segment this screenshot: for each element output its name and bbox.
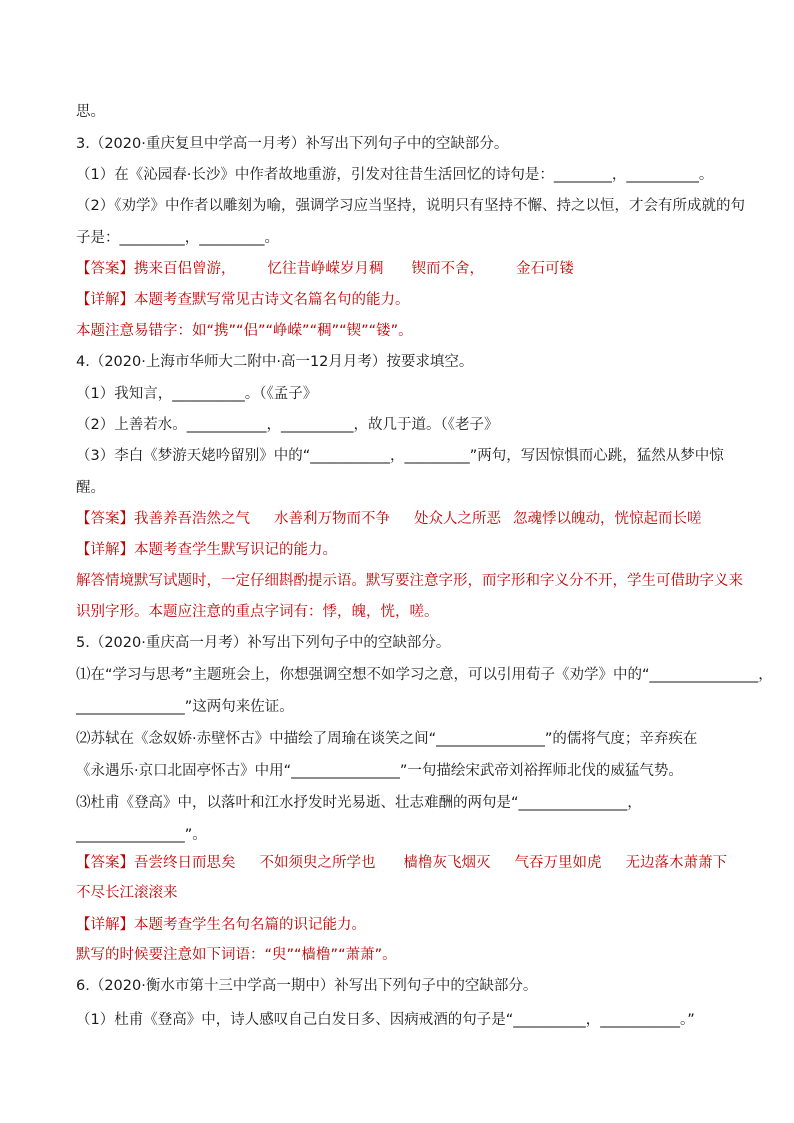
question-4-3-cont: 醒。 — [76, 480, 105, 496]
answer-item: 处众人之所恶 — [414, 511, 501, 527]
detail-note: 本题注意易错字：如“携”“侣”“峥嵘”“稠”“锲”“镂”。 — [76, 323, 413, 339]
answer-item: 忽魂悸以魄动，恍惊起而长嗟 — [513, 511, 702, 527]
detail-note: 识别字形。本题应注意的重点字词有：悸，魄，恍，嗟。 — [76, 604, 439, 620]
question-5-2-cont: 《永遇乐·京口北固亭怀古》中用“_______________”一句描绘宋武帝刘裕挥师北伐的威猛气势。 — [76, 763, 683, 779]
detail-label: 【详解】 — [76, 292, 134, 308]
question-3-2-cont: 子是：_________，_________。 — [76, 230, 279, 246]
answer-item: 樯橹灰飞烟灭 — [403, 855, 491, 871]
answer-line — [76, 509, 702, 529]
note-word: “萧萧” — [338, 947, 383, 963]
detail-line — [76, 540, 337, 560]
answer-item: 不如须臾之所学也 — [259, 855, 376, 871]
answer-item: 锲而不舍， — [411, 261, 484, 277]
text-line: 思。 — [76, 104, 105, 120]
detail-text: 本题考查学生默写识记的能力。 — [134, 542, 337, 558]
question-3-2: （2）《劝学》中作者以雕刻为喻，强调学习应当坚持，说明只有坚持不懈、持之以恒，才会有所成就的句 — [76, 198, 745, 214]
answer-label: 【答案】 — [76, 855, 134, 871]
answer-item: 忆往昔峥嵘岁月稠 — [267, 261, 384, 277]
question-4-1: （1）我知言，__________。（《孟子》 — [76, 386, 318, 402]
question-4-2: （2）上善若水。___________，__________，故几于道。（《老子》 — [76, 417, 499, 433]
detail-label: 【详解】 — [76, 542, 134, 558]
note-suffix: 。 — [382, 947, 397, 963]
detail-line — [76, 290, 410, 310]
detail-label: 【详解】 — [76, 917, 134, 933]
answer-line — [76, 259, 574, 279]
answer-item: 携来百侣曾游， — [134, 261, 236, 277]
detail-text: 本题考查默写常见古诗文名篇名句的能力。 — [134, 292, 410, 308]
detail-note — [76, 945, 397, 965]
question-5-2: ⑵苏轼在《念奴娇·赤壁怀古》中描绘了周瑜在谈笑之间“_______________”的儒将气度；辛弃疾在 — [76, 731, 698, 747]
note-prefix: 默写的时候要注意如下词语： — [76, 947, 265, 963]
note-word: “樯橹” — [294, 947, 339, 963]
detail-note: 解答情境默写试题时，一定仔细斟酌提示语。默写要注意字形，而字形和字义分不开，学生可借助字义来 — [76, 573, 743, 589]
question-3-1: （1）在《沁园春·长沙》中作者故地重游，引发对往昔生活回忆的诗句是：________，__________。 — [76, 167, 714, 183]
question-5-3-cont: _______________”。 — [76, 827, 207, 843]
question-5-3: ⑶杜甫《登高》中，以落叶和江水抒发时光易逝、壮志难酬的两句是“_______________， — [76, 795, 642, 811]
detail-text: 本题考查学生名句名篇的识记能力。 — [134, 917, 366, 933]
question-4-3: （3）李白《梦游天姥吟留别》中的“___________，_________”两句，写因惊惧而心跳，猛然从梦中惊 — [76, 448, 724, 464]
answer-item: 吾尝终日而思矣 — [134, 855, 236, 871]
answer-cont: 不尽长江滚滚来 — [76, 885, 178, 901]
question-3-title: 3.（2020·重庆复旦中学高一月考）补写出下列句子中的空缺部分。 — [76, 136, 509, 152]
answer-item: 气吞万里如虎 — [514, 855, 602, 871]
question-4-title: 4.（2020·上海市华师大二附中·高一12月月考）按要求填空。 — [76, 354, 474, 370]
answer-label: 【答案】 — [76, 511, 134, 527]
question-5-title: 5.（2020·重庆高一月考）补写出下列句子中的空缺部分。 — [76, 635, 451, 651]
answer-item: 金石可镂 — [516, 261, 574, 277]
answer-label: 【答案】 — [76, 261, 134, 277]
detail-line — [76, 915, 366, 935]
answer-item: 我善养吾浩然之气 — [134, 511, 250, 527]
answer-item: 水善利万物而不争 — [274, 511, 390, 527]
note-word: “臾” — [264, 947, 295, 963]
question-6-1: （1）杜甫《登高》中，诗人感叹自己白发日多、因病戒酒的句子是“__________，___________。” — [76, 1012, 695, 1028]
question-5-1-cont: _______________”这两句来佐证。 — [76, 699, 294, 715]
question-5-1: ⑴在“学习与思考”主题班会上，你想强调空想不如学习之意，可以引用荀子《劝学》中的“_______________， — [76, 667, 773, 683]
answer-item: 无边落木萧萧下 — [625, 855, 727, 871]
question-6-title: 6.（2020·衡水市第十三中学高一期中）补写出下列句子中的空缺部分。 — [76, 978, 538, 994]
answer-line — [76, 853, 727, 873]
